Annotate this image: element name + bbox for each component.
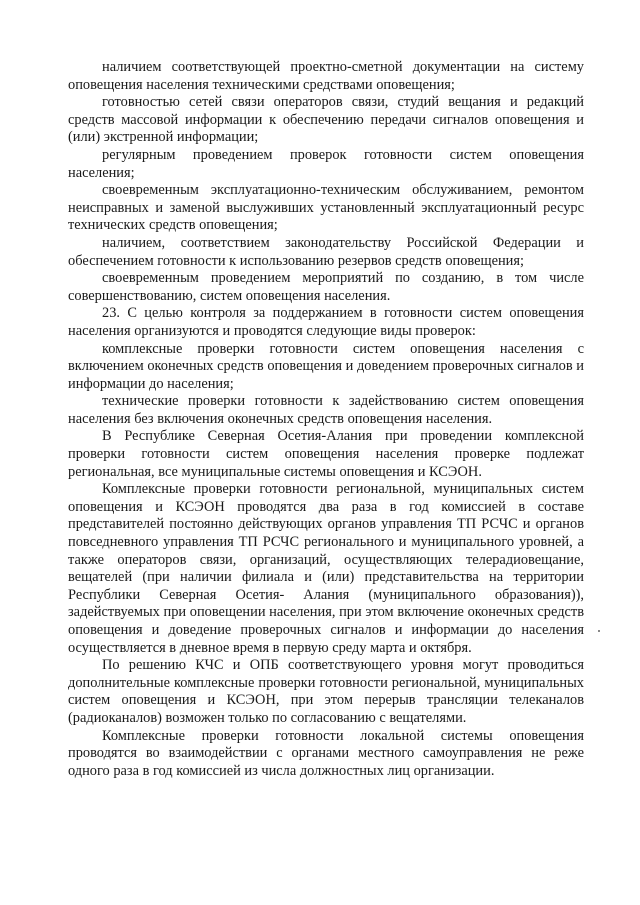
- paragraph-reserves: наличием, соответствием законодательству Российской Федерации и обеспечением готовности к использованию резервов средств оповещения;: [68, 234, 584, 269]
- paragraph-republic-scope: В Республике Северная Осетия-Алания при проведении комплексной проверки готовности систем оповещения населения проверке подлежат региональная, все муниципальные системы оповещения и КСЭОН.: [68, 428, 584, 480]
- paragraph-improvement: своевременным проведением мероприятий по созданию, в том числе совершенствованию, систем оповещения населения.: [68, 270, 584, 304]
- paragraph-regular-checks: регулярным проведением проверок готовности систем оповещения населения;: [68, 146, 584, 181]
- paragraph-technical-checks: технические проверки готовности к задействованию систем оповещения населения без включения оконечных средств оповещения населения.: [68, 393, 584, 427]
- paragraph-item-23: 23. С целью контроля за поддержанием в готовности систем оповещения населения организуются и проводятся следующие виды проверок:: [68, 305, 584, 339]
- paragraph-maintenance: своевременным эксплуатационно-техническим обслуживанием, ремонтом неисправных и заменой выслуживших установленный эксплуатационный ресурс технических средств оповещения;: [68, 182, 584, 234]
- paragraph-network-readiness: готовностью сетей связи операторов связи, студий вещания и редакций средств массовой информации к обеспечению передачи сигналов оповещения и (или) экстренной информации;: [68, 94, 584, 146]
- paragraph-commission: Комплексные проверки готовности региональной, муниципальных систем оповещения и КСЭОН проводятся два раза в год комиссией в составе представителей постоянно действующих органов управления ТП РСЧС и органов повседневного управления ТП РСЧС регионального и муниципального уровней, а также операторов связи, организаций, осуществляющих телерадиовещание, вещателей (при наличии филиала и (или) представительства на территории Республики Северная Осетия- Алания (муниципального образования)), задействуемых при оповещении населения, при этом включение оконечных средств оповещения и доведение проверочных сигналов и информации до населения осуществляется в дневное время в первую среду марта и октября.: [68, 481, 584, 656]
- document-body: [68, 59, 584, 780]
- paragraph-design-documentation: наличием соответствующей проектно-сметной документации на систему оповещения населения техническими средствами оповещения;: [68, 59, 584, 93]
- paragraph-local-system: Комплексные проверки готовности локальной системы оповещения проводятся во взаимодействии с органами местного самоуправления не реже одного раза в год комиссией из числа должностных лиц организации.: [68, 727, 584, 779]
- scan-speck: [598, 630, 600, 632]
- paragraph-additional-checks: По решению КЧС и ОПБ соответствующего уровня могут проводиться дополнительные комплексные проверки готовности региональной, муниципальных систем оповещения и КСЭОН, при этом перерыв трансляции телеканалов (радиоканалов) возможен только по согласованию с вещателями.: [68, 657, 584, 726]
- paragraph-complex-checks: комплексные проверки готовности систем оповещения населения с включением оконечных средств оповещения и доведением проверочных сигналов и информации до населения;: [68, 340, 584, 392]
